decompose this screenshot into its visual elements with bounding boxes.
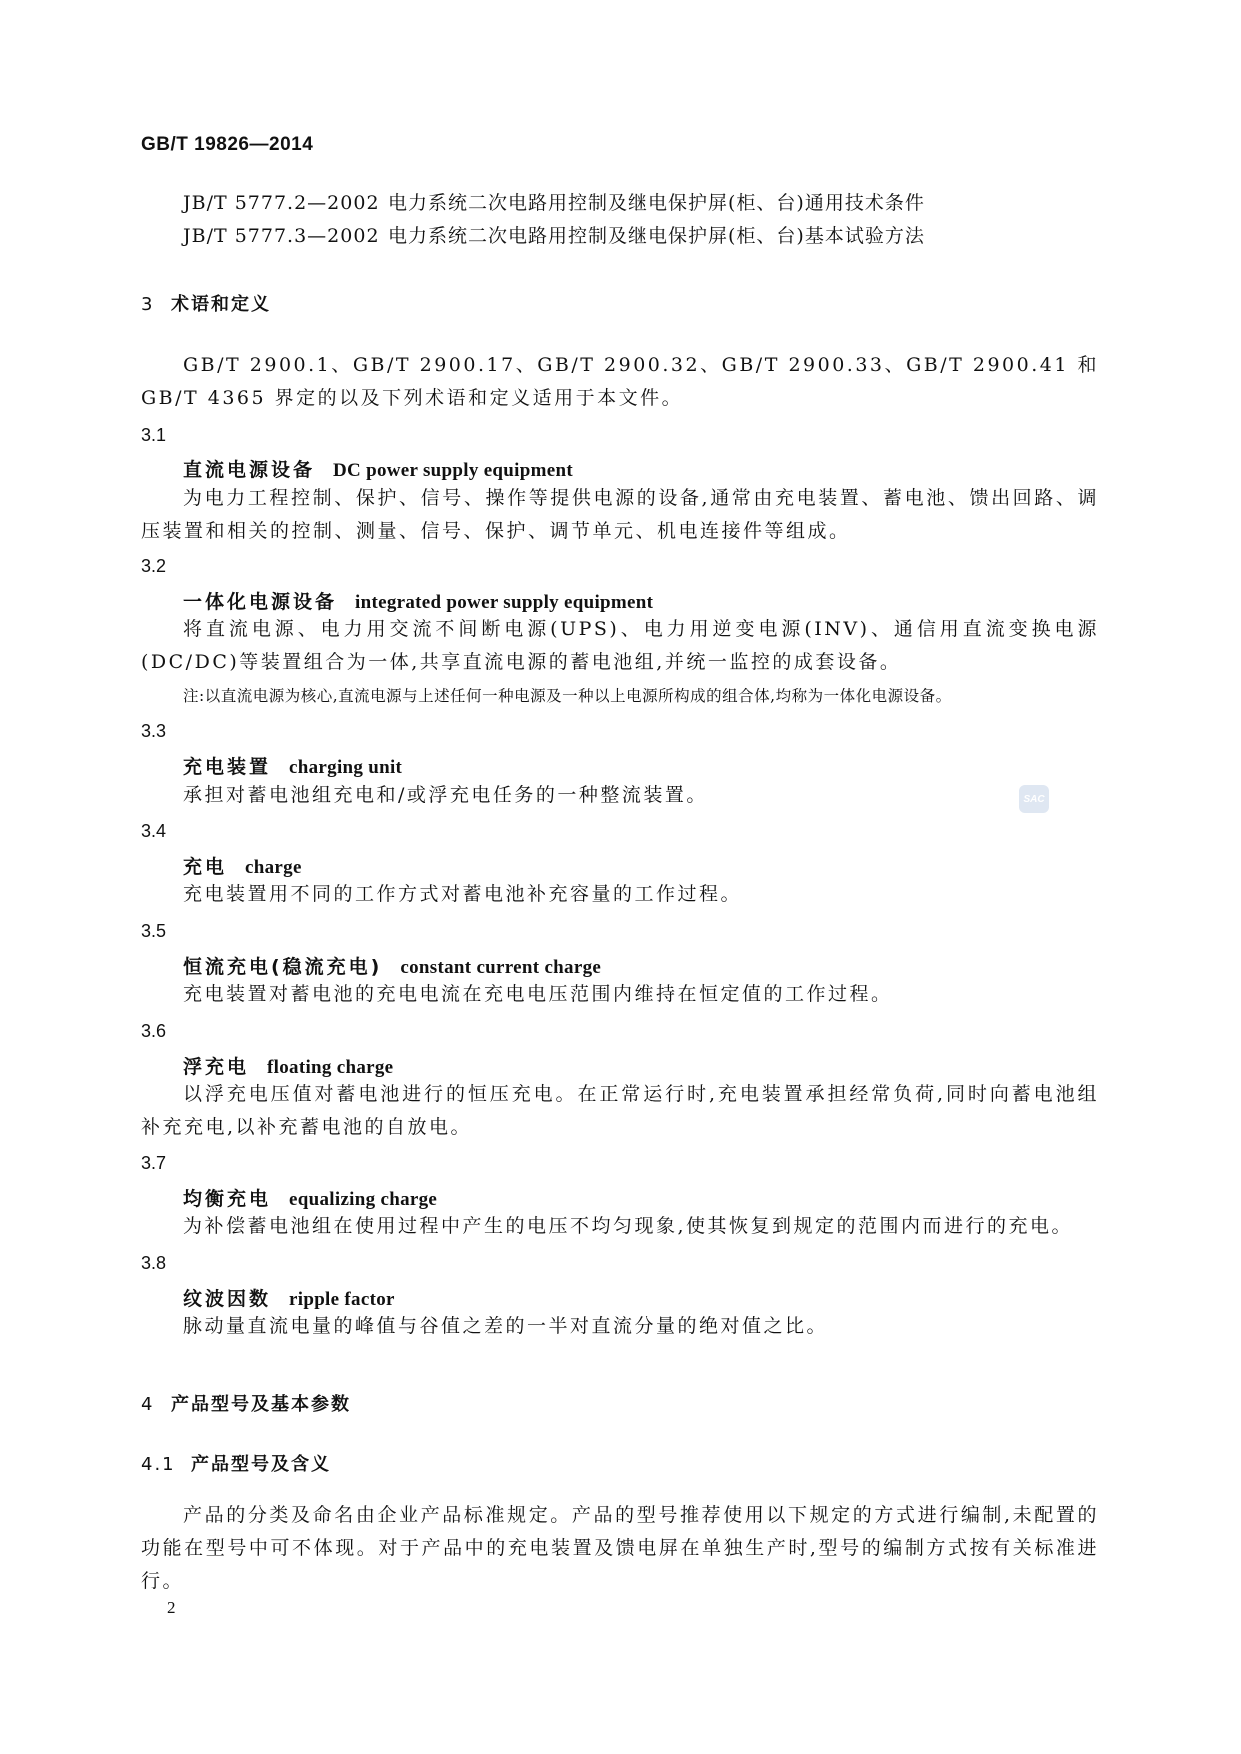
term-name-en: integrated power supply equipment	[355, 592, 654, 613]
term-heading	[183, 752, 402, 779]
section-heading	[141, 290, 271, 316]
subsection-body: 产品的分类及命名由企业产品标准规定。产品的型号推荐使用以下规定的方式进行编制,未配置的功能在型号中可不体现。对于产品中的充电装置及馈电屏在单独生产时,型号的编制方式按有关标准进行。	[141, 1504, 1099, 1592]
term-definition: 为电力工程控制、保护、信号、操作等提供电源的设备,通常由充电装置、蓄电池、馈出回路、调压装置和相关的控制、测量、信号、保护、调节单元、机电连接件等组成。	[141, 487, 1099, 542]
page-number: 2	[167, 1598, 176, 1617]
term-heading	[183, 587, 653, 614]
term-heading	[183, 455, 573, 482]
term-definition: 以浮充电压值对蓄电池进行的恒压充电。在正常运行时,充电装置承担经常负荷,同时向蓄电池组补充充电,以补充蓄电池的自放电。	[141, 1083, 1099, 1138]
term-heading	[183, 1052, 393, 1079]
standard-header: GB/T 19826—2014	[141, 134, 314, 155]
term-name-en: DC power supply equipment	[333, 460, 573, 481]
term-definition: 承担对蓄电池组充电和/或浮充电任务的一种整流装置。	[183, 784, 708, 806]
term-number: 3.1	[141, 425, 167, 445]
term-definition: 脉动量直流电量的峰值与谷值之差的一半对直流分量的绝对值之比。	[183, 1315, 829, 1337]
section-title: 产品型号及基本参数	[171, 1394, 351, 1415]
term-number: 3.2	[141, 556, 167, 576]
term-definition: 充电装置对蓄电池的充电电流在充电电压范围内维持在恒定值的工作过程。	[183, 983, 893, 1005]
term-number: 3.7	[141, 1153, 167, 1173]
term-heading	[183, 1284, 395, 1311]
section-title: 术语和定义	[171, 294, 271, 315]
term-definition: 为补偿蓄电池组在使用过程中产生的电压不均匀现象,使其恢复到规定的范围内而进行的充电。	[183, 1215, 1074, 1237]
subsection-title: 产品型号及含义	[191, 1454, 331, 1475]
term-name-en: ripple factor	[289, 1289, 395, 1310]
term-name-en: charging unit	[289, 757, 403, 778]
term-name-cn: 充电	[183, 856, 228, 878]
sac-watermark-logo: SAC	[1019, 785, 1049, 813]
reference-code: JB/T 5777.2—2002	[183, 192, 380, 214]
subsection-heading	[141, 1450, 331, 1476]
term-number: 3.5	[141, 921, 167, 941]
term-number: 3.3	[141, 721, 167, 741]
term-name-en: equalizing charge	[289, 1189, 438, 1210]
term-name-cn: 均衡充电	[183, 1188, 272, 1210]
term-number: 3.6	[141, 1021, 167, 1041]
term-name-cn: 纹波因数	[183, 1288, 272, 1310]
reference-entry	[183, 188, 925, 215]
term-name-cn: 一体化电源设备	[183, 591, 338, 613]
reference-code: JB/T 5777.3—2002	[183, 225, 380, 247]
term-name-cn: 恒流充电(稳流充电)	[183, 956, 383, 978]
term-number: 3.4	[141, 821, 167, 841]
term-name-en: constant current charge	[400, 957, 602, 978]
term-definition: 充电装置用不同的工作方式对蓄电池补充容量的工作过程。	[183, 883, 743, 905]
reference-title: 电力系统二次电路用控制及继电保护屏(柜、台)通用技术条件	[388, 192, 925, 214]
term-heading	[183, 1184, 437, 1211]
reference-entry	[183, 221, 925, 248]
reference-title: 电力系统二次电路用控制及继电保护屏(柜、台)基本试验方法	[388, 225, 925, 247]
term-number: 3.8	[141, 1253, 167, 1273]
term-name-cn: 直流电源设备	[183, 459, 316, 481]
section-number: 4	[141, 1394, 155, 1415]
section-intro: GB/T 2900.1、GB/T 2900.17、GB/T 2900.32、GB/T 2900.33、GB/T 2900.41 和 GB/T 4365 界定的以及下列术语和定义适用于本文件。	[141, 354, 1099, 409]
section-number: 3	[141, 294, 155, 315]
term-name-en: charge	[245, 857, 302, 878]
term-heading	[183, 852, 302, 879]
section-heading	[141, 1390, 351, 1416]
term-name-cn: 浮充电	[183, 1056, 250, 1078]
term-name-cn: 充电装置	[183, 756, 272, 778]
term-note: 注:以直流电源为核心,直流电源与上述任何一种电源及一种以上电源所构成的组合体,均称为一体化电源设备。	[183, 687, 952, 705]
term-definition: 将直流电源、电力用交流不间断电源(UPS)、电力用逆变电源(INV)、通信用直流变换电源(DC/DC)等装置组合为一体,共享直流电源的蓄电池组,并统一监控的成套设备。	[141, 618, 1099, 673]
term-heading	[183, 952, 601, 979]
term-name-en: floating charge	[267, 1057, 394, 1078]
subsection-number: 4.1	[141, 1454, 176, 1475]
